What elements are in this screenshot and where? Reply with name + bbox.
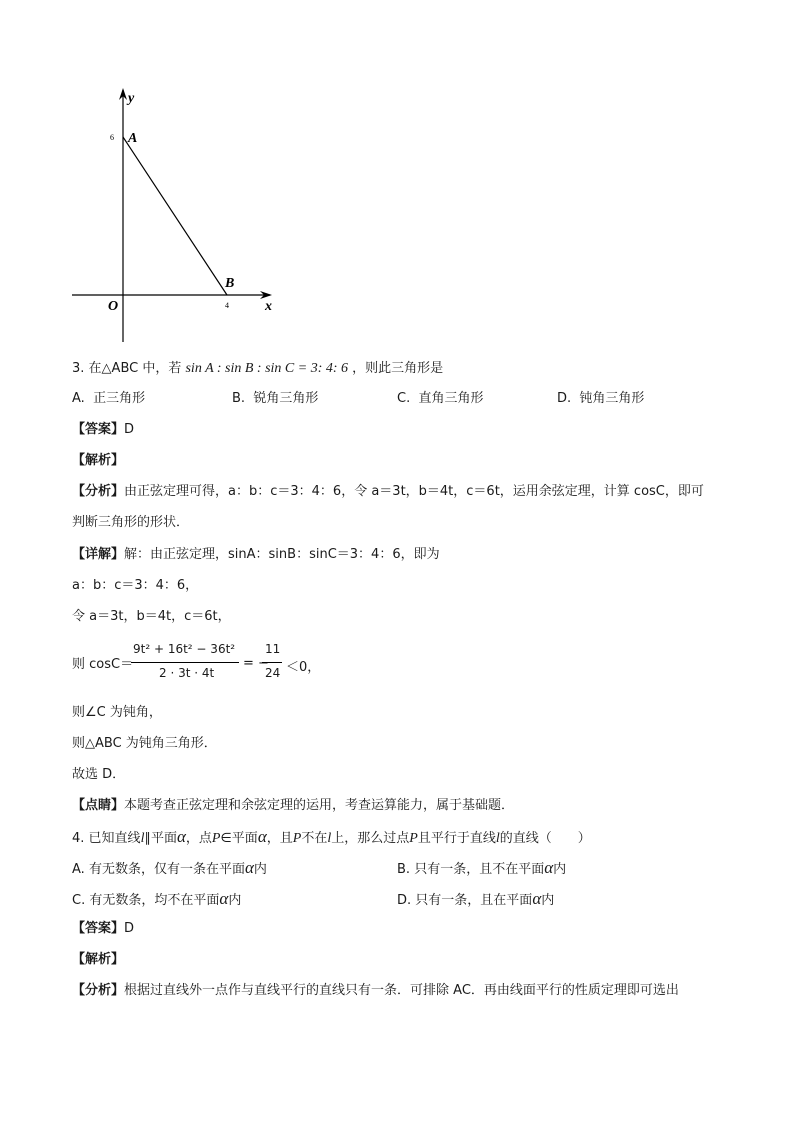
fenxi-tag: 【分析】: [72, 484, 125, 499]
q4-analysis-tag: 【解析】: [72, 952, 125, 967]
q4-option-a: A. 有无数条，仅有一条在平面α内: [72, 858, 267, 877]
q3-suffix: ，则此三角形是: [352, 361, 444, 376]
q3-option-a: A. 正三角形: [72, 391, 146, 406]
q4-option-d: D. 只有一条，且在平面α内: [397, 889, 555, 908]
q3-analysis-tag: 【解析】: [72, 453, 125, 468]
q4-stem: 4. 已知直线l∥平面α，点P∈平面α，且P不在l上，那么过点P且平行于直线l的直线（ ）: [72, 827, 591, 846]
q3-prefix: 在△ABC 中，若: [88, 361, 182, 376]
point-a-label: A: [128, 131, 138, 146]
dianjing-text: 本题考查正弦定理和余弦定理的运用，考查运算能力，属于基础题．: [124, 798, 515, 813]
fraction-bar: [131, 662, 239, 663]
result-bar: [262, 662, 282, 663]
cos-tail: ＜0，: [286, 660, 321, 675]
answer-tag: 【答案】: [72, 422, 125, 437]
answer-value: D: [124, 422, 135, 437]
xiangjie-text: 解：由正弦定理，sinA：sinB：sinC＝3：4：6，即为: [124, 547, 440, 562]
y-tick-label: 6: [110, 133, 114, 142]
q3-result-fraction: [262, 642, 284, 686]
answer-value: D: [124, 921, 135, 936]
q3-step6: 故选 D．: [72, 767, 126, 782]
cos-equals: = −: [243, 656, 269, 671]
q4-option-c: C. 有无数条，均不在平面α内: [72, 889, 242, 908]
cos-numerator: 9t² + 16t² − 36t²: [133, 642, 236, 656]
q4-option-b: B. 只有一条，且不在平面α内: [397, 858, 567, 877]
origin-label: O: [108, 299, 119, 314]
q3-answer: [72, 421, 134, 439]
q3-option-b: B. 锐角三角形: [232, 391, 319, 406]
q3-option-c: C. 直角三角形: [397, 391, 484, 406]
dianjing-tag: 【点睛】: [72, 798, 125, 813]
q4-fenxi: [72, 982, 679, 1000]
coordinate-graph: [60, 80, 290, 350]
x-axis-label: x: [265, 299, 272, 314]
q3-fenxi-line2: 判断三角形的形状．: [72, 515, 190, 530]
point-b-label: B: [225, 276, 235, 291]
segment-ab: [123, 137, 227, 295]
y-axis-label: y: [128, 91, 135, 106]
fenxi-tag: 【分析】: [72, 983, 125, 998]
q3-step2: 令 a＝3t，b＝4t，c＝6t，: [72, 609, 231, 624]
q3-option-d: D. 钝角三角形: [557, 391, 645, 406]
q3-formula: sin A : sin B : sin C = 3: 4: 6: [185, 361, 349, 376]
cos-denominator: 2 · 3t · 4t: [159, 666, 215, 680]
q3-step4: 则∠C 为钝角，: [72, 705, 162, 720]
q3-cos-prefix: 则 cosC＝: [72, 657, 134, 672]
result-numerator: 11: [265, 642, 281, 656]
q3-cos-fraction: [131, 642, 241, 686]
q3-fenxi: [72, 483, 704, 501]
xiangjie-tag: 【详解】: [72, 547, 125, 562]
q3-xiangjie: [72, 546, 440, 564]
q3-dianjing: [72, 797, 514, 815]
fenxi-text: 由正弦定理可得，a：b：c＝3：4：6，令 a＝3t，b＝4t，c＝6t，运用余弦定理，计算 cosC，即可: [124, 484, 704, 499]
q3-step5: 则△ABC 为钝角三角形．: [72, 736, 217, 751]
answer-tag: 【答案】: [72, 921, 125, 936]
q3-stem: [72, 360, 443, 378]
q3-step1: a：b：c＝3：4：6，: [72, 578, 199, 593]
q4-answer: [72, 920, 134, 938]
q3-number: 3.: [72, 361, 85, 376]
result-denominator: 24: [265, 666, 281, 680]
fenxi-text: 根据过直线外一点作与直线平行的直线只有一条．可排除 AC．再由线面平行的性质定理即可选出: [124, 983, 679, 998]
x-tick-label: 4: [225, 301, 229, 310]
